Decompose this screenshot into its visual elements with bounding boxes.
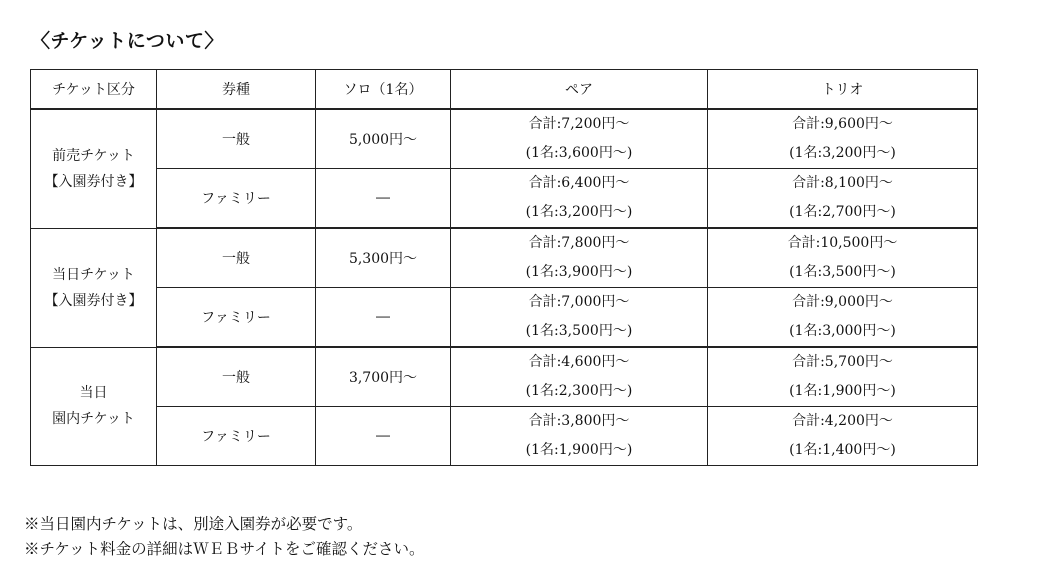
table-row xyxy=(31,407,978,466)
trio-total: 合計:9,000円～ xyxy=(792,294,893,310)
pair-total: 合計:6,400円～ xyxy=(528,175,630,191)
pair-price-cell xyxy=(451,169,708,229)
trio-total: 合計:4,200円～ xyxy=(792,413,893,429)
trio-per-person: (1名:2,700円～) xyxy=(789,204,896,220)
category-line: 【入園券付き】 xyxy=(44,173,143,190)
trio-per-person: (1名:3,200円～) xyxy=(789,145,896,161)
pair-price-cell xyxy=(451,407,708,466)
category-line: 園内チケット xyxy=(52,411,135,428)
pair-per-person: (1名:3,600円～) xyxy=(525,145,633,161)
footnotes xyxy=(24,512,425,562)
solo-price-cell: 5,000円～ xyxy=(316,109,451,169)
pair-price-cell xyxy=(451,109,708,169)
trio-price-cell xyxy=(708,228,978,288)
pair-price-cell xyxy=(451,228,708,288)
pair-total: 合計:3,800円～ xyxy=(528,413,630,429)
page-heading: 〈チケットについて〉 xyxy=(31,30,224,52)
trio-price-cell xyxy=(708,169,978,229)
category-line: 当日チケット xyxy=(52,266,135,283)
trio-per-person: (1名:1,900円～) xyxy=(789,383,896,399)
pair-price-cell xyxy=(451,347,708,407)
ticket-type-cell: 一般 xyxy=(157,109,316,169)
ticket-price-table xyxy=(30,69,978,466)
trio-total: 合計:10,500円～ xyxy=(787,235,898,251)
pair-per-person: (1名:1,900円～) xyxy=(525,442,633,458)
pair-per-person: (1名:3,200円～) xyxy=(525,204,633,220)
pair-total: 合計:7,000円～ xyxy=(528,294,630,310)
trio-price-cell xyxy=(708,347,978,407)
table-header-row xyxy=(31,70,978,110)
solo-price-cell: ― xyxy=(316,288,451,348)
solo-price-cell: 3,700円～ xyxy=(316,347,451,407)
table-row xyxy=(31,288,978,348)
table-row xyxy=(31,169,978,229)
pair-total: 合計:7,800円～ xyxy=(528,235,630,251)
pair-price-cell xyxy=(451,288,708,348)
pair-per-person: (1名:2,300円～) xyxy=(525,383,633,399)
category-advance-ticket xyxy=(31,109,157,228)
header-ticket-type: 券種 xyxy=(157,70,316,110)
table-row xyxy=(31,109,978,169)
trio-per-person: (1名:1,400円～) xyxy=(789,442,896,458)
ticket-type-cell: 一般 xyxy=(157,228,316,288)
ticket-type-cell: ファミリー xyxy=(157,407,316,466)
table-row xyxy=(31,228,978,288)
header-trio: トリオ xyxy=(708,70,978,110)
trio-total: 合計:5,700円～ xyxy=(792,354,893,370)
ticket-type-cell: 一般 xyxy=(157,347,316,407)
table-row xyxy=(31,347,978,407)
trio-price-cell xyxy=(708,288,978,348)
pair-total: 合計:4,600円～ xyxy=(528,354,630,370)
footnote: ※チケット料金の詳細はＷＥＢサイトをご確認ください。 xyxy=(24,540,425,558)
category-same-day-ticket xyxy=(31,228,157,347)
trio-price-cell xyxy=(708,109,978,169)
pair-total: 合計:7,200円～ xyxy=(528,116,630,132)
category-line: 前売チケット xyxy=(52,147,135,164)
ticket-type-cell: ファミリー xyxy=(157,288,316,348)
solo-price-cell: ― xyxy=(316,407,451,466)
trio-total: 合計:8,100円～ xyxy=(792,175,893,191)
trio-per-person: (1名:3,000円～) xyxy=(789,323,896,339)
solo-price-cell: ― xyxy=(316,169,451,229)
category-line: 当日 xyxy=(79,385,108,402)
header-solo: ソロ（1名） xyxy=(316,70,451,110)
category-line: 【入園券付き】 xyxy=(44,292,143,309)
category-in-park-ticket xyxy=(31,347,157,466)
pair-per-person: (1名:3,500円～) xyxy=(525,323,633,339)
trio-price-cell xyxy=(708,407,978,466)
footnote: ※当日園内チケットは、別途入園券が必要です。 xyxy=(24,515,363,533)
pair-per-person: (1名:3,900円～) xyxy=(525,264,633,280)
ticket-type-cell: ファミリー xyxy=(157,169,316,229)
solo-price-cell: 5,300円～ xyxy=(316,228,451,288)
header-pair: ペア xyxy=(451,70,708,110)
header-ticket-category: チケット区分 xyxy=(31,70,157,110)
trio-total: 合計:9,600円～ xyxy=(792,116,893,132)
trio-per-person: (1名:3,500円～) xyxy=(789,264,896,280)
